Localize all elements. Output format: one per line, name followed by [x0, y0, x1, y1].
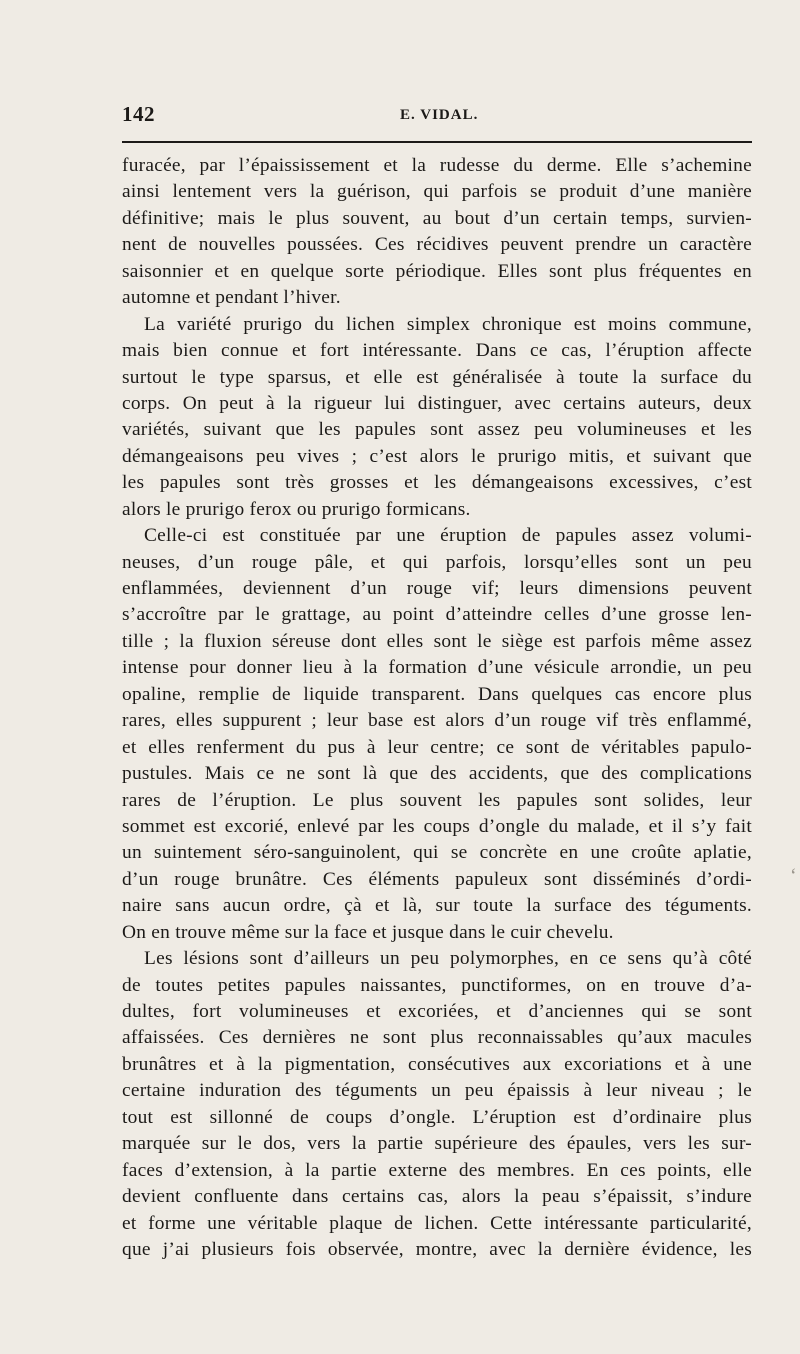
text-line: pustules. Mais ce ne sont là que des accidents, que des complications: [122, 763, 752, 785]
text-line: tille ; la fluxion séreuse dont elles sont le siège est parfois même assez: [122, 630, 752, 652]
text-line: certaine induration des téguments un peu épaissis à leur niveau ; le: [122, 1080, 752, 1102]
text-line: devient confluente dans certains cas, alors la peau s’épaissit, s’indure: [122, 1186, 752, 1208]
header-rule: [122, 141, 752, 143]
text-line: sommet est excorié, enlevé par les coups d’ongle du malade, et il s’y fait: [122, 815, 752, 837]
margin-smudge: ‘: [790, 865, 797, 887]
text-line: alors le prurigo ferox ou prurigo formicans.: [122, 498, 471, 520]
text-line: intense pour donner lieu à la formation d’une vésicule arrondie, un peu: [122, 657, 752, 679]
text-line: tout est sillonné de coups d’ongle. L’éruption est d’ordinaire plus: [122, 1106, 752, 1128]
text-line: que j’ai plusieurs fois observée, montre, avec la dernière évidence, les: [122, 1238, 752, 1260]
text-line: dultes, fort volumineuses et excoriées, et d’anciennes qui se sont: [122, 1001, 752, 1022]
paragraph: [122, 153, 752, 312]
text-line: rares, elles suppurent ; leur base est alors d’un rouge vif très enflammé,: [122, 710, 752, 732]
text-line: un suintement séro-sanguinolent, qui se concrète en une croûte aplatie,: [122, 842, 752, 864]
text-line: les papules sont très grosses et les démangeaisons excessives, c’est: [122, 472, 752, 494]
paragraph: [122, 946, 752, 1263]
text-line: corps. On peut à la rigueur lui distinguer, avec certains auteurs, deux: [122, 392, 752, 414]
text-line: marquée sur le dos, vers la partie supérieure des épaules, vers les sur-: [122, 1133, 752, 1155]
text-line: neuses, d’un rouge pâle, et qui parfois, lorsqu’elles sont un peu: [122, 551, 752, 573]
text-line: affaissées. Ces dernières ne sont plus reconnaissables qu’aux macules: [122, 1027, 752, 1049]
text-line: opaline, remplie de liquide transparent. Dans quelques cas encore plus: [122, 683, 752, 705]
text-line: et elles renferment du pus à leur centre; ce sont de véritables papulo-: [122, 736, 752, 758]
page-number: 142: [122, 102, 155, 126]
text-line: d’un rouge brunâtre. Ces éléments papuleux sont disséminés d’ordi-: [122, 868, 752, 890]
running-head-author: E. VIDAL.: [400, 107, 479, 123]
text-line: variétés, suivant que les papules sont assez peu volumineuses et les: [122, 419, 752, 441]
text-line: brunâtres et à la pigmentation, consécutives aux excoriations et à une: [122, 1053, 752, 1075]
text-line: rares de l’éruption. Le plus souvent les papules sont solides, leur: [122, 789, 752, 811]
text-line: La variété prurigo du lichen simplex chronique est moins commune,: [144, 313, 752, 335]
text-line: Les lésions sont d’ailleurs un peu polymorphes, en ce sens qu’à côté: [144, 948, 752, 970]
text-line: automne et pendant l’hiver.: [122, 287, 341, 309]
text-line: faces d’extension, à la partie externe des membres. En ces points, elle: [122, 1159, 752, 1181]
paragraph: [122, 523, 752, 946]
text-line: saisonnier et en quelque sorte périodique. Elles sont plus fréquentes en: [122, 260, 752, 282]
text-line: furacée, par l’épaississement et la rudesse du derme. Elle s’achemine: [122, 155, 752, 176]
text-line: nent de nouvelles poussées. Ces récidives peuvent prendre un caractère: [122, 234, 752, 256]
text-line: naire sans aucun ordre, çà et là, sur toute la surface des téguments.: [122, 895, 752, 917]
text-line: On en trouve même sur la face et jusque dans le cuir chevelu.: [122, 921, 614, 943]
text-line: de toutes petites papules naissantes, punctiformes, on en trouve d’a-: [122, 974, 752, 996]
text-line: ainsi lentement vers la guérison, qui parfois se produit d’une manière: [122, 181, 752, 203]
text-line: et forme une véritable plaque de lichen. Cette intéressante particularité,: [122, 1212, 752, 1234]
text-line: enflammées, deviennent d’un rouge vif; leurs dimensions peuvent: [122, 578, 752, 599]
text-line: surtout le type sparsus, et elle est généralisée à toute la surface du: [122, 366, 752, 388]
running-head: [122, 100, 752, 130]
body-text: [122, 153, 752, 1263]
text-line: démangeaisons peu vives ; c’est alors le prurigo mitis, et suivant que: [122, 445, 752, 467]
text-line: s’accroître par le grattage, au point d’atteindre celles d’une grosse len-: [122, 604, 752, 626]
text-line: définitive; mais le plus souvent, au bout d’un certain temps, survien-: [122, 207, 752, 229]
paragraph: [122, 312, 752, 524]
text-line: Celle-ci est constituée par une éruption de papules assez volumi-: [144, 525, 752, 547]
text-line: mais bien connue et fort intéressante. Dans ce cas, l’éruption affecte: [122, 340, 752, 362]
